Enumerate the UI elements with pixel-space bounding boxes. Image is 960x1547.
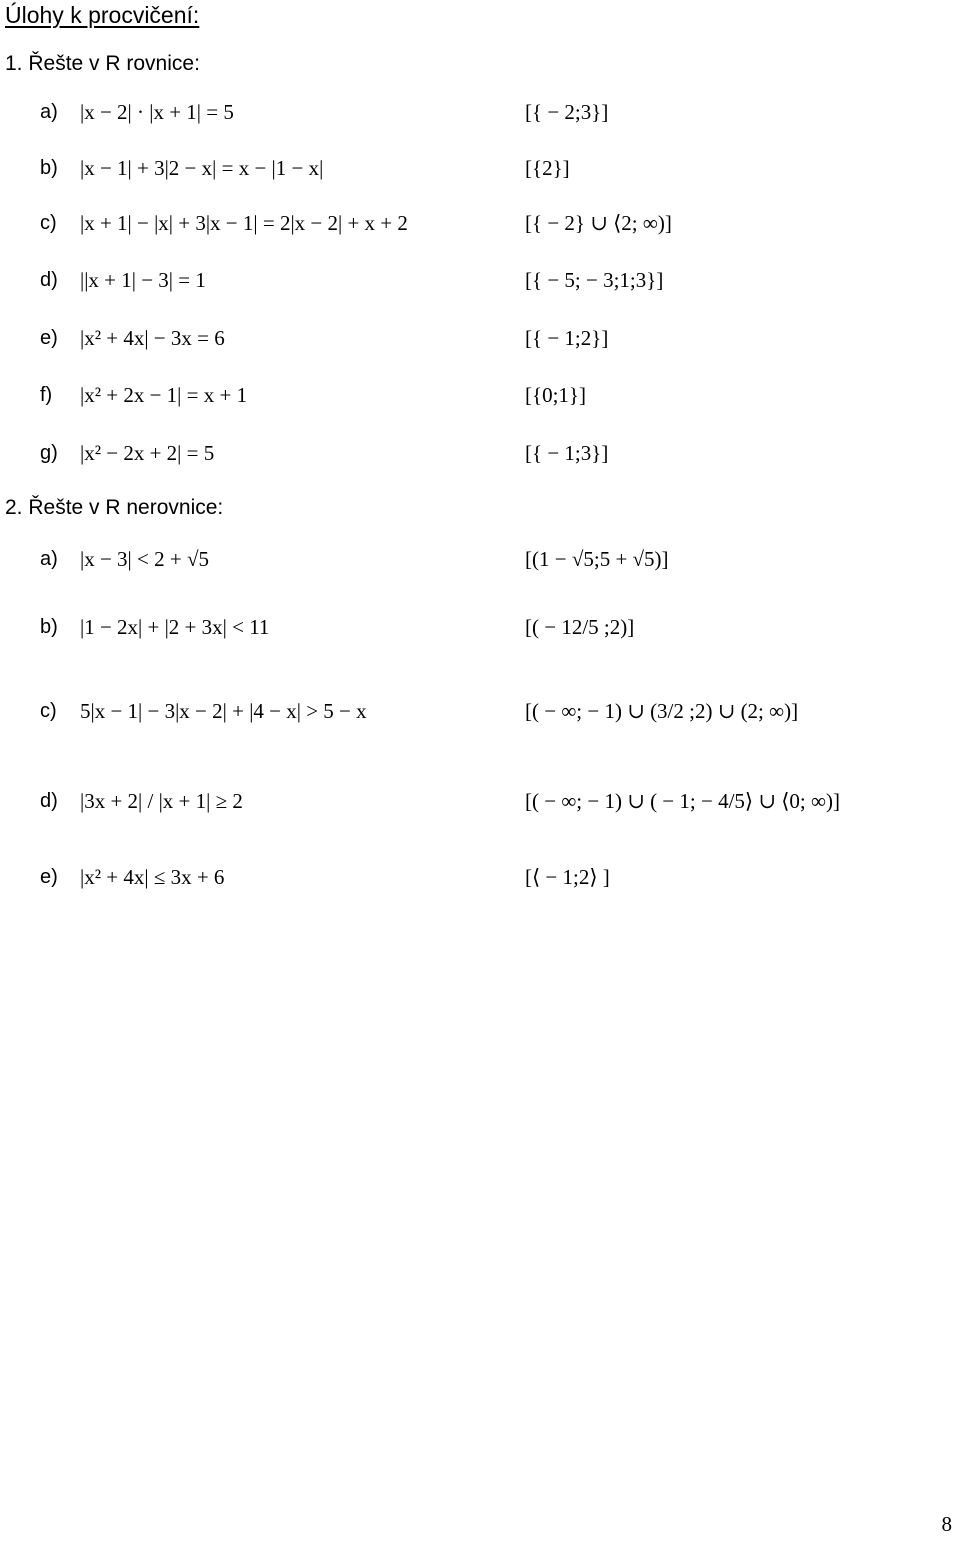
equation-label: e): [40, 327, 58, 349]
equation-label: b): [40, 157, 58, 179]
inequality-label: c): [40, 700, 57, 722]
equation-expression: |x² + 4x| − 3x = 6: [80, 326, 225, 350]
inequality-answer: [(1 − √5;5 + √5)]: [525, 547, 669, 571]
equation-answer: [{ − 1;3}]: [525, 441, 609, 465]
section-1-title: 1. Řešte v R rovnice:: [5, 52, 200, 75]
inequality-expression: |1 − 2x| + |2 + 3x| < 11: [80, 615, 270, 639]
equation-label: g): [40, 442, 58, 464]
equation-expression: ||x + 1| − 3| = 1: [80, 268, 206, 292]
equation-expression: |x² − 2x + 2| = 5: [80, 441, 215, 465]
equation-answer: [{ − 1;2}]: [525, 326, 609, 350]
equation-label: f): [40, 384, 53, 406]
inequality-label: b): [40, 616, 58, 638]
equation-label: c): [40, 212, 57, 234]
equation-answer: [{2}]: [525, 156, 570, 180]
inequality-expression: |x − 3| < 2 + √5: [80, 547, 209, 571]
equation-answer: [{0;1}]: [525, 383, 586, 407]
page-heading: Úlohy k procvičení:: [5, 2, 200, 28]
inequality-answer: [( − ∞; − 1) ∪ (3/2 ;2) ∪ (2; ∞)]: [525, 699, 799, 723]
equation-expression: |x² + 2x − 1| = x + 1: [80, 383, 248, 407]
equation-label: d): [40, 269, 58, 291]
page-number: 8: [941, 1512, 952, 1536]
inequality-label: d): [40, 790, 58, 812]
equation-answer: [{ − 2;3}]: [525, 100, 609, 124]
equation-label: a): [40, 101, 58, 123]
inequality-label: e): [40, 866, 58, 888]
equation-answer: [{ − 2} ∪ ⟨2; ∞)]: [525, 211, 672, 235]
inequality-expression: |x² + 4x| ≤ 3x + 6: [80, 865, 225, 889]
inequality-expression: 5|x − 1| − 3|x − 2| + |4 − x| > 5 − x: [80, 699, 367, 723]
inequality-label: a): [40, 548, 58, 570]
inequality-expression: |3x + 2| / |x + 1| ≥ 2: [80, 789, 243, 813]
section-2-title: 2. Řešte v R nerovnice:: [5, 496, 224, 519]
equation-expression: |x − 1| + 3|2 − x| = x − |1 − x|: [80, 156, 324, 180]
inequality-answer: [( − ∞; − 1) ∪ ( − 1; − 4/5⟩ ∪ ⟨0; ∞)]: [525, 789, 840, 813]
inequality-answer: [⟨ − 1;2⟩ ]: [525, 865, 610, 889]
equation-expression: |x − 2| · |x + 1| = 5: [80, 100, 234, 124]
inequality-answer: [( − 12/5 ;2)]: [525, 615, 635, 639]
equation-answer: [{ − 5; − 3;1;3}]: [525, 268, 664, 292]
equation-expression: |x + 1| − |x| + 3|x − 1| = 2|x − 2| + x + 2: [80, 211, 408, 235]
